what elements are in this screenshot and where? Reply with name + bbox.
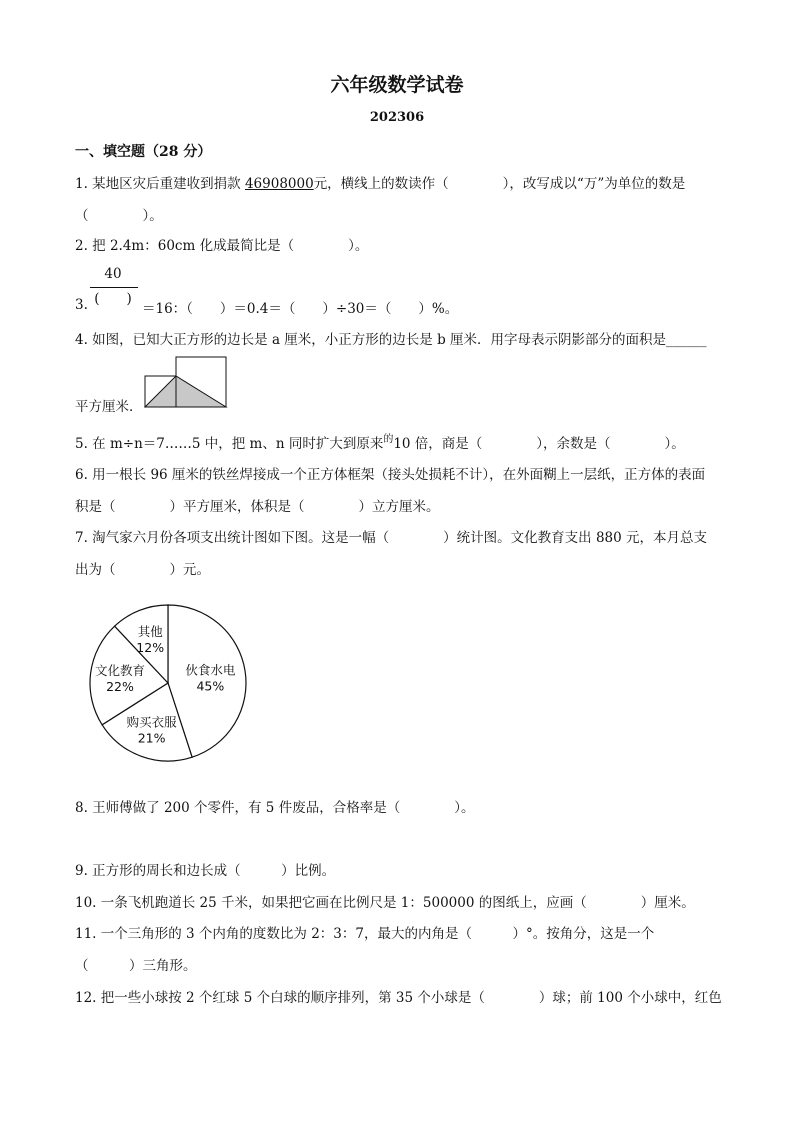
pie-value-3: 22% [106, 678, 134, 694]
question-5 [75, 430, 685, 452]
q5-superscript: 的 [383, 434, 394, 445]
question-10: 10. 一条飞机跑道长 25 千米，如果把它画在比例尺是 1：500000 的图纸上，应画（ ）厘米。 [75, 895, 695, 911]
shaded-triangle [145, 376, 226, 407]
question-3-label: 3. [75, 297, 88, 313]
question-6: 6. 用一根长 96 厘米的铁丝焊接成一个正方体框架（接头处损耗不计），在外面糊上一层纸，正方体的表面 [75, 467, 706, 483]
pie-value-1: 45% [196, 678, 225, 694]
pie-value-4: 12% [136, 640, 165, 656]
question-12: 12. 把一些小球按 2 个红球 5 个白球的顺序排列，第 35 个小球是（ ）球；前 100 个小球中，红色 [75, 990, 722, 1006]
pie-label-1: 伙食水电 [185, 662, 236, 678]
q1-suffix: 元，横线上的数读作（ ），改写成以“万”为单位的数是 [313, 176, 686, 192]
pie-label-4: 其他 [137, 624, 163, 640]
q5-prefix: 5. 在 m÷n＝7……5 中，把 m、n 同时扩大到原来 [75, 436, 384, 452]
question-1 [75, 172, 685, 192]
question-2: 2. 把 2.4m：60cm 化成最简比是（ ）。 [75, 238, 369, 254]
pie-label-3: 文化教育 [95, 662, 146, 678]
pie-value-2: 21% [137, 730, 166, 746]
question-9: 9. 正方形的周长和边长成（ ）比例。 [75, 863, 336, 879]
exam-date: 202306 [369, 110, 425, 125]
question-7-line2: 出为（ ）元。 [75, 562, 210, 578]
pie-label-2: 购买衣服 [126, 714, 177, 730]
question-7: 7. 淘气家六月份各项支出统计图如下图。这是一幅（ ）统计图。文化教育支出 880 元，本月总支 [75, 530, 708, 546]
question-4: 4. 如图，已知大正方形的边长是 a 厘米，小正方形的边长是 b 厘米．用字母表示阴影部分的面积是______ [75, 332, 707, 348]
squares-figure [140, 355, 232, 411]
question-3-rest: ＝16：（ ）＝0.4＝（ ）÷30＝（ ）%。 [142, 301, 459, 317]
question-8: 8. 王师傅做了 200 个零件，有 5 件废品，合格率是（ ）。 [75, 800, 475, 816]
fraction-denominator: ( ) [94, 291, 132, 307]
question-6-line2: 积是（ ）平方厘米，体积是（ ）立方厘米。 [75, 499, 440, 515]
pie-chart [80, 595, 256, 771]
q1-prefix: 1. 某地区灾后重建收到捐款 [75, 176, 245, 192]
q1-number: 46908000 [244, 176, 314, 192]
fraction-numerator: 40 [104, 266, 122, 282]
question-11-line2: （ ）三角形。 [75, 958, 197, 974]
q5-suffix: 10 倍，商是（ ），余数是（ ）。 [393, 436, 685, 452]
page-title: 六年级数学试卷 [330, 74, 464, 96]
question-11: 11. 一个三角形的 3 个内角的度数比为 2：3：7，最大的内角是（ ）°。按角分，这是一个 [75, 926, 655, 942]
question-1-line2: （ ）。 [75, 208, 163, 224]
section-heading: 一、填空题（28 分） [75, 144, 212, 160]
question-4-line2: 平方厘米． [75, 399, 143, 415]
